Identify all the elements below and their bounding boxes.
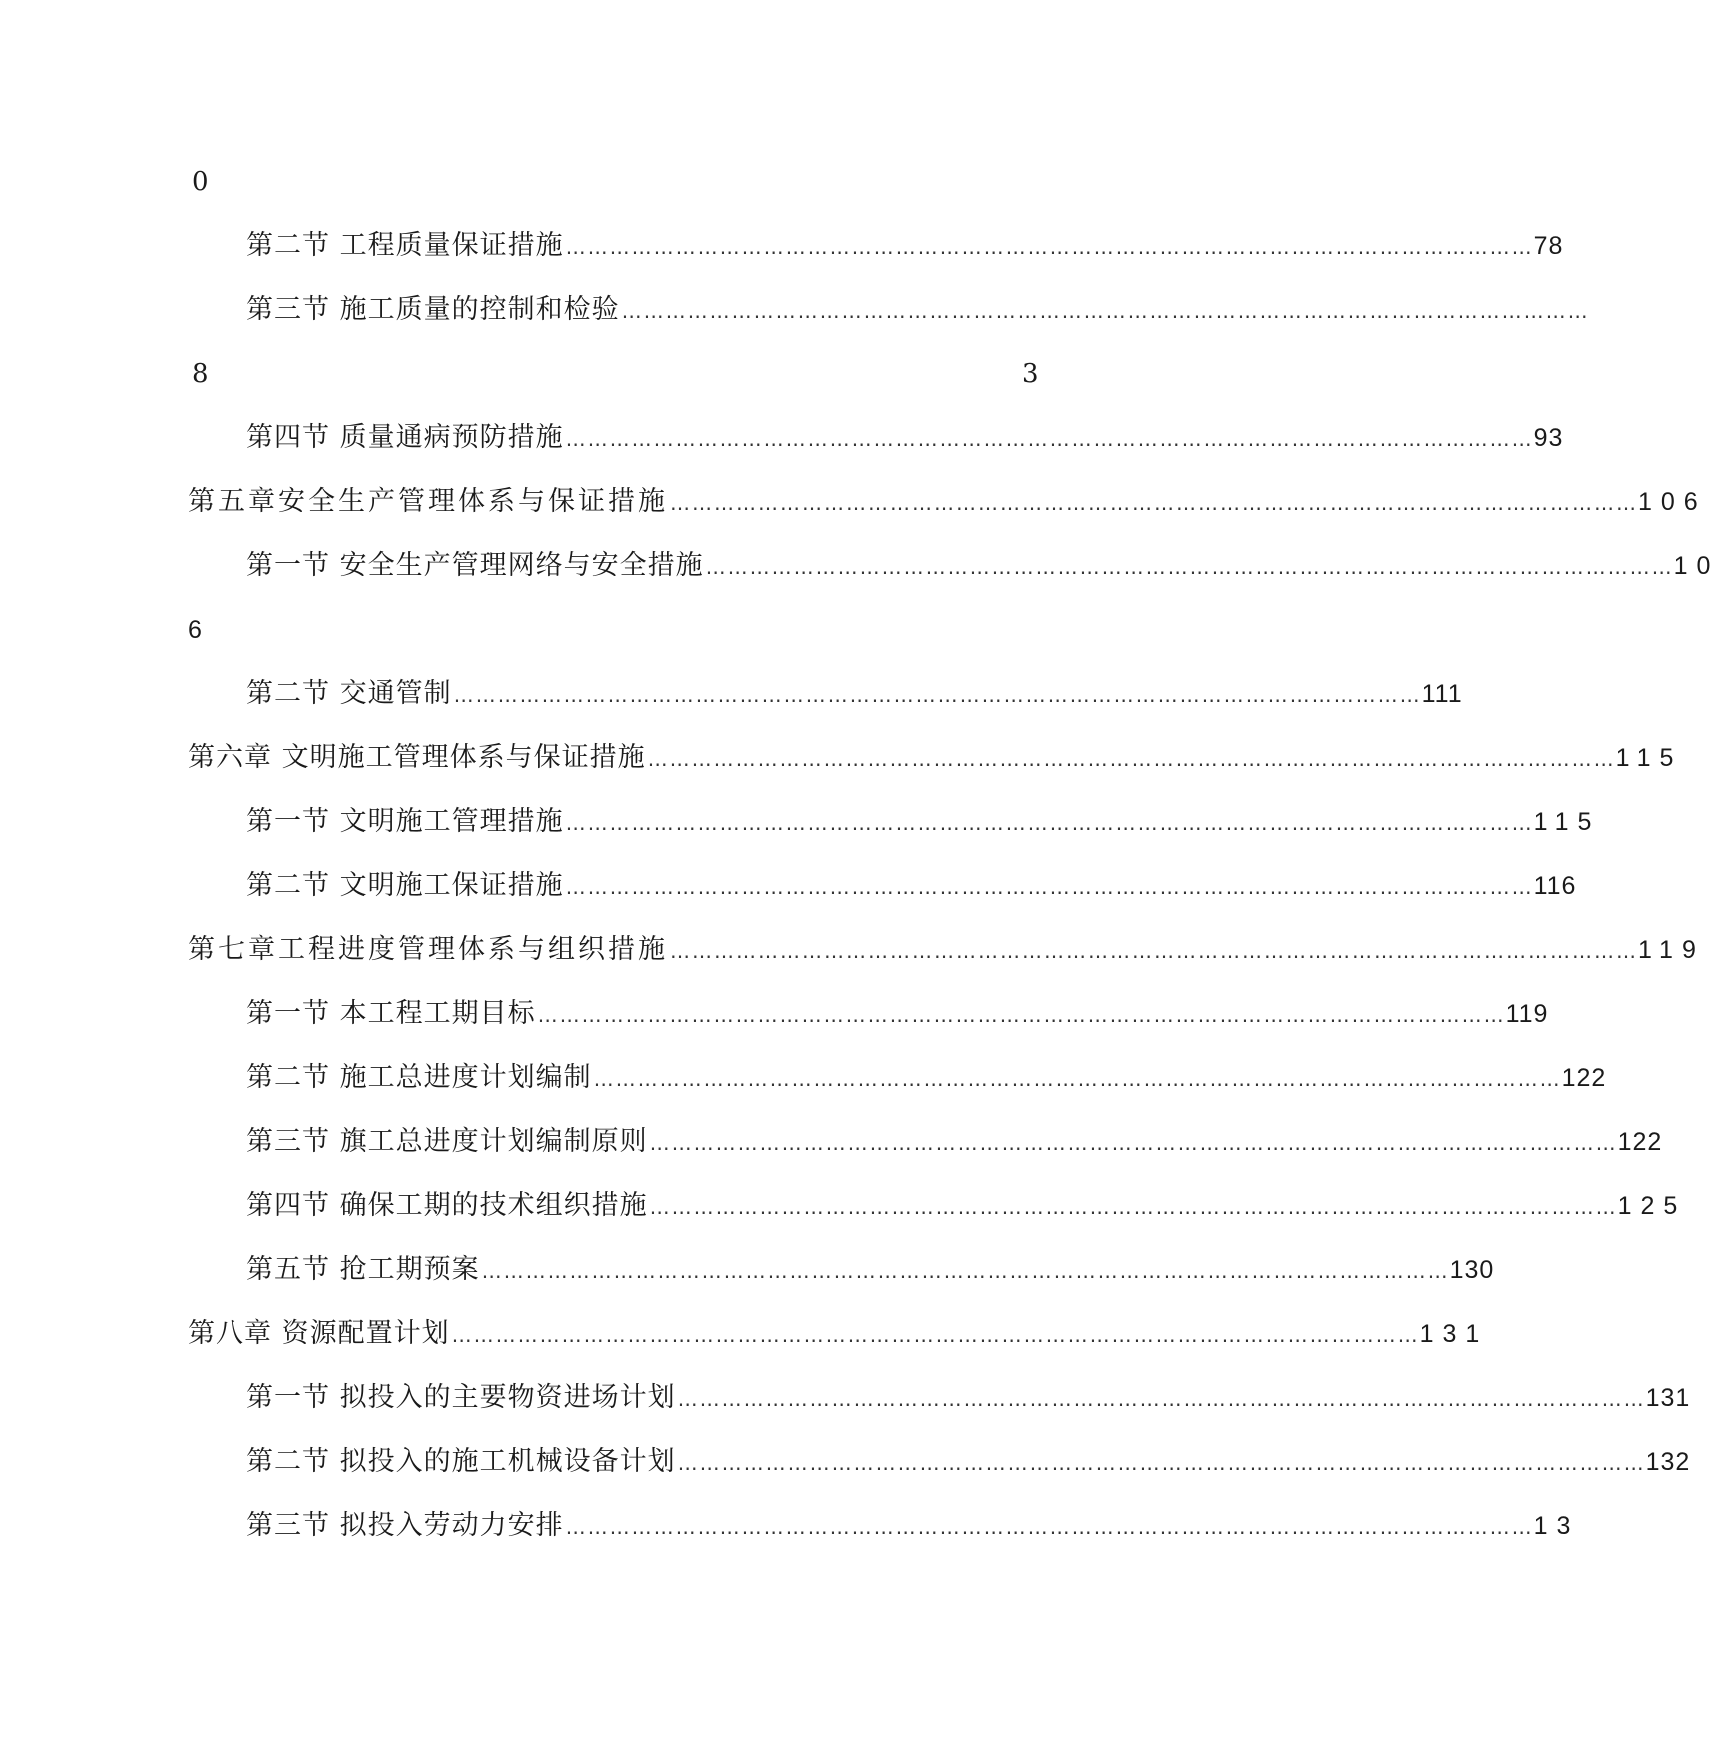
toc-page-number: 10 <box>1673 552 1719 580</box>
toc-entry-title: 第六章 文明施工管理体系与保证措施 <box>188 742 646 773</box>
toc-entry-section[interactable] <box>246 546 1719 586</box>
toc-page-number: 125 <box>1617 1192 1687 1220</box>
toc-wrap-fragment: 3 <box>1022 359 1039 389</box>
toc-entry-chapter[interactable] <box>188 930 1705 970</box>
toc-page-number: 13 <box>1533 1512 1580 1540</box>
toc-entry-section[interactable] <box>246 290 1590 330</box>
toc-page-number: 132 <box>1645 1448 1691 1476</box>
toc-dot-leader: …………………………………………………………………………………………………………………… <box>451 1323 1420 1347</box>
toc-page-number: 131 <box>1645 1384 1691 1412</box>
toc-dot-leader: …………………………………………………………………………………………………………………… <box>705 555 1674 579</box>
toc-entry-title: 第三节 拟投入劳动力安排 <box>246 1510 564 1541</box>
toc-entry-title: 第七章工程进度管理体系与组织措施 <box>188 934 668 965</box>
toc-dot-leader: …………………………………………………………………………………………………………………… <box>649 1195 1618 1219</box>
toc-page-number: 131 <box>1419 1320 1489 1348</box>
toc-entry-section[interactable] <box>246 1122 1663 1162</box>
toc-dot-leader: …………………………………………………………………………………………………………………… <box>565 875 1534 899</box>
toc-entry-title: 第四节 质量通病预防措施 <box>246 422 564 453</box>
toc-dot-leader: …………………………………………………………………………………………………………………… <box>670 491 1638 515</box>
toc-page-number: 122 <box>1617 1128 1663 1156</box>
toc-wrap-fragment: 8 <box>192 359 209 389</box>
toc-entry-chapter[interactable] <box>188 738 1683 778</box>
toc-page-number: 116 <box>1533 872 1577 900</box>
toc-entry-title: 第二节 拟投入的施工机械设备计划 <box>246 1446 676 1477</box>
toc-entry-title: 第二节 工程质量保证措施 <box>246 230 564 261</box>
toc-entry-title: 第二节 施工总进度计划编制 <box>246 1062 592 1093</box>
toc-entry-section[interactable] <box>246 1250 1495 1290</box>
toc-entry-chapter[interactable] <box>188 482 1707 522</box>
toc-dot-leader: …………………………………………………………………………………………………………………… <box>565 427 1534 451</box>
toc-entry-title: 第二节 文明施工保证措施 <box>246 870 564 901</box>
toc-entry-title: 第八章 资源配置计划 <box>188 1318 450 1349</box>
toc-page-number: 106 <box>1638 488 1707 516</box>
toc-page-number: 111 <box>1421 680 1463 708</box>
toc-entry-section[interactable] <box>246 674 1463 714</box>
toc-page-number: 115 <box>1533 808 1601 836</box>
toc-entry-section[interactable] <box>246 1506 1580 1546</box>
toc-dot-leader: …………………………………………………………………………………………………………………… <box>565 235 1534 259</box>
toc-entry-section[interactable] <box>246 1442 1691 1482</box>
toc-entry-section[interactable] <box>246 418 1564 458</box>
toc-dot-leader: …………………………………………………………………………………………………………………… <box>670 939 1638 963</box>
toc-entry-title: 第一节 文明施工管理措施 <box>246 806 564 837</box>
toc-dot-leader: …………………………………………………………………………………………………………………… <box>621 299 1590 323</box>
toc-wrap-fragment: 6 <box>188 616 202 644</box>
toc-page-number: 130 <box>1449 1256 1495 1284</box>
toc-entry-title: 第三节 旗工总进度计划编制原则 <box>246 1126 648 1157</box>
toc-entry-chapter[interactable] <box>188 1314 1489 1354</box>
toc-entry-title: 第一节 安全生产管理网络与安全措施 <box>246 550 704 581</box>
toc-dot-leader: …………………………………………………………………………………………………………………… <box>565 811 1534 835</box>
toc-entry-section[interactable] <box>246 1186 1687 1226</box>
toc-entry-section[interactable] <box>246 226 1564 266</box>
toc-dot-leader: …………………………………………………………………………………………………………………… <box>677 1451 1646 1475</box>
toc-entry-title: 第三节 施工质量的控制和检验 <box>246 294 620 325</box>
toc-dot-leader: …………………………………………………………………………………………………………………… <box>649 1131 1618 1155</box>
toc-dot-leader: …………………………………………………………………………………………………………………… <box>537 1003 1506 1027</box>
toc-entry-title: 第五章安全生产管理体系与保证措施 <box>188 486 668 517</box>
toc-dot-leader: …………………………………………………………………………………………………………………… <box>677 1387 1646 1411</box>
toc-page-number: 115 <box>1615 744 1683 772</box>
toc-dot-leader: …………………………………………………………………………………………………………………… <box>481 1259 1450 1283</box>
toc-page-number: 122 <box>1561 1064 1607 1092</box>
toc-entry-title: 第二节 交通管制 <box>246 678 452 709</box>
toc-entry-section[interactable] <box>246 1378 1691 1418</box>
toc-entry-section[interactable] <box>246 994 1549 1034</box>
toc-dot-leader: …………………………………………………………………………………………………………………… <box>593 1067 1562 1091</box>
toc-entry-section[interactable] <box>246 802 1601 842</box>
toc-page-number: 119 <box>1505 1000 1549 1028</box>
toc-wrap-fragment: 0 <box>192 167 209 197</box>
toc-page-number: 78 <box>1533 232 1564 260</box>
toc-page-number: 119 <box>1638 936 1705 964</box>
toc-dot-leader: …………………………………………………………………………………………………………………… <box>647 747 1616 771</box>
toc-entry-title: 第一节 本工程工期目标 <box>246 998 536 1029</box>
toc-dot-leader: …………………………………………………………………………………………………………………… <box>565 1515 1534 1539</box>
toc-dot-leader: …………………………………………………………………………………………………………………… <box>453 683 1422 707</box>
toc-page-number: 93 <box>1533 424 1564 452</box>
toc-entry-title: 第一节 拟投入的主要物资进场计划 <box>246 1382 676 1413</box>
toc-entry-title: 第四节 确保工期的技术组织措施 <box>246 1190 648 1221</box>
toc-entry-title: 第五节 抢工期预案 <box>246 1254 480 1285</box>
toc-entry-section[interactable] <box>246 1058 1607 1098</box>
toc-entry-section[interactable] <box>246 866 1577 906</box>
